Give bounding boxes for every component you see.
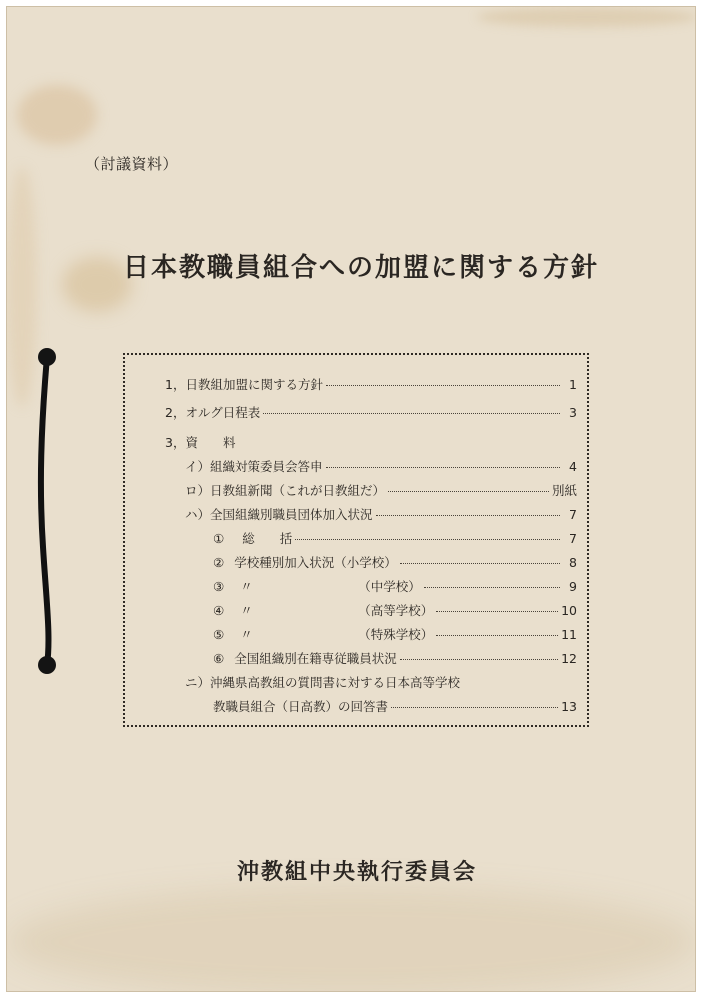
table-of-contents (123, 353, 589, 727)
toc-leader (436, 635, 558, 636)
toc-text: 日教組加盟に関する方針 (185, 377, 323, 392)
toc-page: 13 (561, 699, 577, 714)
toc-marker: ③ (213, 579, 225, 594)
toc-item (165, 375, 577, 393)
paper-stain (7, 167, 37, 407)
toc-item (213, 649, 577, 667)
toc-leader (295, 539, 560, 540)
toc-marker: ニ） (185, 675, 211, 690)
toc-paren: （中学校） (358, 579, 421, 594)
document-page (6, 6, 696, 992)
toc-text: 総 括 (242, 531, 293, 546)
document-label: （討議資料） (85, 155, 179, 173)
binding-cord (37, 347, 57, 677)
paper-stain (477, 7, 696, 27)
toc-marker: ハ） (185, 507, 211, 522)
toc-leader (326, 385, 560, 386)
toc-paren: （特殊学校） (358, 627, 434, 642)
toc-leader (391, 707, 558, 708)
toc-marker: 3， (165, 435, 186, 450)
toc-page: 11 (561, 627, 577, 642)
toc-text: 学校種別加入状況 (234, 555, 335, 570)
toc-item (185, 481, 577, 499)
toc-leader (400, 563, 560, 564)
toc-marker: ロ） (185, 483, 211, 498)
paper-stain (17, 85, 97, 145)
toc-leader (400, 659, 558, 660)
toc-leader (326, 467, 560, 468)
toc-item (165, 433, 235, 451)
toc-page: 別紙 (551, 483, 577, 498)
toc-item (213, 601, 577, 619)
toc-item (213, 553, 577, 571)
toc-leader (424, 587, 560, 588)
toc-marker: イ） (185, 459, 211, 474)
toc-page: 7 (569, 531, 577, 546)
toc-marker: 2， (165, 405, 186, 420)
toc-text: 資 料 (185, 435, 236, 450)
toc-item (185, 457, 577, 475)
toc-text: 〃 (240, 603, 253, 618)
toc-leader (436, 611, 558, 612)
toc-marker: ④ (213, 603, 225, 618)
toc-item (165, 403, 577, 421)
toc-paren: （小学校） (334, 555, 397, 570)
toc-page: 7 (569, 507, 577, 522)
toc-text: オルグ日程表 (185, 405, 261, 420)
toc-page: 8 (569, 555, 577, 570)
toc-item (213, 697, 577, 715)
toc-item (213, 625, 577, 643)
toc-page: 9 (569, 579, 577, 594)
toc-item (213, 577, 577, 595)
toc-marker: 1， (165, 377, 186, 392)
toc-leader (263, 413, 560, 414)
toc-marker: ① (213, 531, 225, 546)
toc-text: 教職員組合（日高教）の回答書 (213, 699, 389, 714)
toc-page: 3 (569, 405, 577, 420)
toc-text: 全国組織別職員団体加入状況 (210, 507, 373, 522)
paper-stain (7, 887, 696, 992)
toc-marker: ② (213, 555, 225, 570)
toc-page: 4 (569, 459, 577, 474)
toc-leader (388, 491, 549, 492)
toc-page: 1 (569, 377, 577, 392)
publisher-name: 沖教組中央執行委員会 (236, 860, 477, 885)
toc-item (185, 673, 460, 691)
toc-text: 〃 (240, 579, 253, 594)
toc-item (185, 505, 577, 523)
toc-leader (376, 515, 560, 516)
toc-marker: ⑤ (213, 627, 225, 642)
toc-text: 組織対策委員会答申 (210, 459, 323, 474)
toc-page: 12 (561, 651, 577, 666)
toc-marker: ⑥ (213, 651, 225, 666)
toc-item (213, 529, 577, 547)
toc-page: 10 (561, 603, 577, 618)
toc-paren: （高等学校） (358, 603, 434, 618)
document-title: 日本教職員組合への加盟に関する方針 (122, 253, 599, 283)
toc-text: 沖縄県高教組の質問書に対する日本高等学校 (210, 675, 461, 690)
toc-text: 〃 (240, 627, 253, 642)
toc-text: 日教組新聞（これが日教組だ） (210, 483, 386, 498)
toc-text: 全国組織別在籍専従職員状況 (234, 651, 397, 666)
